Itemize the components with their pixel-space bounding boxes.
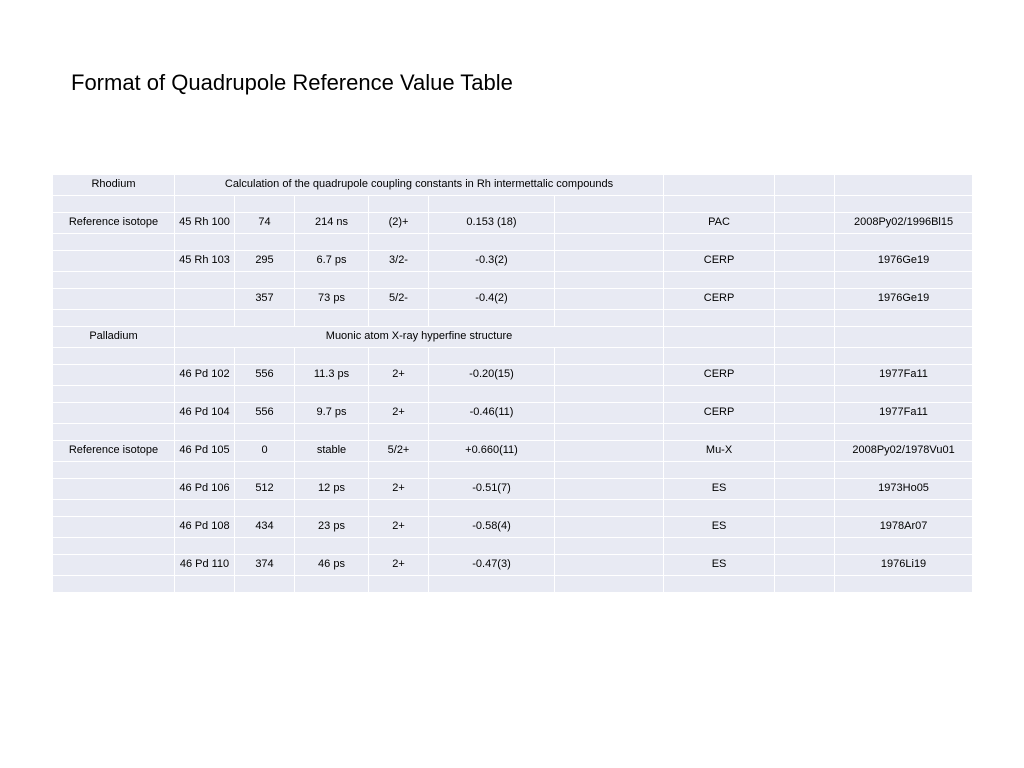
nuclide-cell: 45 Rh 100 bbox=[175, 213, 235, 234]
quadrupole-moment-cell: -0.20(15) bbox=[429, 365, 555, 386]
method-cell: ES bbox=[664, 555, 775, 576]
energy-cell: 556 bbox=[235, 365, 295, 386]
energy-cell: 357 bbox=[235, 289, 295, 310]
empty-cell bbox=[175, 272, 235, 289]
empty-cell bbox=[53, 538, 175, 555]
empty-cell bbox=[775, 538, 835, 555]
empty-cell bbox=[775, 403, 835, 424]
empty-cell bbox=[295, 272, 369, 289]
reference-label bbox=[53, 517, 175, 538]
empty-cell bbox=[235, 234, 295, 251]
quadrupole-moment-cell: -0.51(7) bbox=[429, 479, 555, 500]
isotope-row bbox=[53, 479, 973, 500]
quadrupole-moment-cell: +0.660(11) bbox=[429, 441, 555, 462]
empty-cell bbox=[555, 289, 664, 310]
empty-cell bbox=[775, 424, 835, 441]
empty-cell bbox=[235, 538, 295, 555]
empty-cell bbox=[664, 196, 775, 213]
empty-cell bbox=[429, 424, 555, 441]
empty-cell bbox=[175, 576, 235, 593]
empty-cell bbox=[295, 386, 369, 403]
empty-cell bbox=[429, 310, 555, 327]
spin-parity-cell: (2)+ bbox=[369, 213, 429, 234]
empty-cell bbox=[369, 310, 429, 327]
empty-cell bbox=[835, 386, 973, 403]
empty-cell bbox=[175, 348, 235, 365]
empty-cell bbox=[53, 386, 175, 403]
empty-cell bbox=[555, 196, 664, 213]
quadrupole-reference-table bbox=[52, 174, 973, 593]
empty-cell bbox=[775, 386, 835, 403]
empty-cell bbox=[775, 441, 835, 462]
isotope-row bbox=[53, 213, 973, 234]
empty-cell bbox=[429, 576, 555, 593]
empty-cell bbox=[53, 234, 175, 251]
empty-cell bbox=[369, 386, 429, 403]
empty-cell bbox=[664, 424, 775, 441]
empty-cell bbox=[775, 365, 835, 386]
empty-cell bbox=[555, 234, 664, 251]
empty-cell bbox=[429, 348, 555, 365]
method-cell: PAC bbox=[664, 213, 775, 234]
empty-cell bbox=[295, 424, 369, 441]
empty-cell bbox=[235, 272, 295, 289]
empty-cell bbox=[295, 348, 369, 365]
isotope-row bbox=[53, 441, 973, 462]
empty-cell bbox=[53, 196, 175, 213]
empty-cell bbox=[235, 386, 295, 403]
nuclide-cell bbox=[175, 289, 235, 310]
empty-cell bbox=[235, 424, 295, 441]
empty-cell bbox=[775, 289, 835, 310]
empty-cell bbox=[175, 234, 235, 251]
spacer-row bbox=[53, 310, 973, 327]
energy-cell: 295 bbox=[235, 251, 295, 272]
empty-cell bbox=[175, 196, 235, 213]
spacer-row bbox=[53, 462, 973, 479]
reference-label bbox=[53, 555, 175, 576]
method-cell: CERP bbox=[664, 365, 775, 386]
method-cell: CERP bbox=[664, 251, 775, 272]
empty-cell bbox=[555, 424, 664, 441]
isotope-row bbox=[53, 403, 973, 424]
empty-cell bbox=[175, 462, 235, 479]
empty-cell bbox=[775, 500, 835, 517]
empty-cell bbox=[835, 272, 973, 289]
reference-label: Reference isotope bbox=[53, 213, 175, 234]
empty-cell bbox=[53, 310, 175, 327]
spacer-row bbox=[53, 538, 973, 555]
spin-parity-cell: 2+ bbox=[369, 403, 429, 424]
empty-cell bbox=[664, 538, 775, 555]
empty-cell bbox=[555, 538, 664, 555]
spin-parity-cell: 2+ bbox=[369, 365, 429, 386]
empty-cell bbox=[429, 272, 555, 289]
reference-label bbox=[53, 403, 175, 424]
empty-cell bbox=[835, 462, 973, 479]
empty-cell bbox=[369, 538, 429, 555]
empty-cell bbox=[429, 462, 555, 479]
empty-cell bbox=[835, 234, 973, 251]
empty-cell bbox=[429, 196, 555, 213]
spacer-row bbox=[53, 272, 973, 289]
empty-cell bbox=[664, 327, 775, 348]
empty-cell bbox=[235, 196, 295, 213]
empty-cell bbox=[775, 348, 835, 365]
spacer-row bbox=[53, 234, 973, 251]
nuclide-cell: 45 Rh 103 bbox=[175, 251, 235, 272]
quadrupole-moment-cell: -0.47(3) bbox=[429, 555, 555, 576]
slide-title: Format of Quadrupole Reference Value Table bbox=[71, 70, 513, 95]
empty-cell bbox=[53, 462, 175, 479]
empty-cell bbox=[369, 424, 429, 441]
method-cell: Mu-X bbox=[664, 441, 775, 462]
halflife-cell: 73 ps bbox=[295, 289, 369, 310]
empty-cell bbox=[555, 555, 664, 576]
empty-cell bbox=[835, 538, 973, 555]
halflife-cell: 23 ps bbox=[295, 517, 369, 538]
energy-cell: 0 bbox=[235, 441, 295, 462]
spin-parity-cell: 3/2- bbox=[369, 251, 429, 272]
empty-cell bbox=[429, 234, 555, 251]
spin-parity-cell: 5/2+ bbox=[369, 441, 429, 462]
energy-cell: 74 bbox=[235, 213, 295, 234]
quadrupole-moment-cell: -0.58(4) bbox=[429, 517, 555, 538]
halflife-cell: stable bbox=[295, 441, 369, 462]
empty-cell bbox=[664, 576, 775, 593]
method-cell: CERP bbox=[664, 289, 775, 310]
empty-cell bbox=[295, 462, 369, 479]
empty-cell bbox=[175, 500, 235, 517]
empty-cell bbox=[53, 500, 175, 517]
method-cell: ES bbox=[664, 479, 775, 500]
halflife-cell: 11.3 ps bbox=[295, 365, 369, 386]
nuclide-cell: 46 Pd 102 bbox=[175, 365, 235, 386]
empty-cell bbox=[555, 479, 664, 500]
reference-cell: 1978Ar07 bbox=[835, 517, 973, 538]
empty-cell bbox=[555, 386, 664, 403]
empty-cell bbox=[369, 272, 429, 289]
empty-cell bbox=[775, 272, 835, 289]
reference-cell: 1973Ho05 bbox=[835, 479, 973, 500]
empty-cell bbox=[835, 327, 973, 348]
empty-cell bbox=[775, 555, 835, 576]
halflife-cell: 214 ns bbox=[295, 213, 369, 234]
empty-cell bbox=[555, 365, 664, 386]
empty-cell bbox=[835, 500, 973, 517]
nuclide-cell: 46 Pd 110 bbox=[175, 555, 235, 576]
empty-cell bbox=[295, 538, 369, 555]
spacer-row bbox=[53, 576, 973, 593]
empty-cell bbox=[664, 462, 775, 479]
reference-cell: 1976Ge19 bbox=[835, 251, 973, 272]
empty-cell bbox=[835, 175, 973, 196]
energy-cell: 434 bbox=[235, 517, 295, 538]
empty-cell bbox=[775, 310, 835, 327]
element-header-row bbox=[53, 175, 973, 196]
empty-cell bbox=[775, 251, 835, 272]
empty-cell bbox=[429, 538, 555, 555]
empty-cell bbox=[369, 462, 429, 479]
isotope-row bbox=[53, 289, 973, 310]
empty-cell bbox=[175, 538, 235, 555]
empty-cell bbox=[53, 424, 175, 441]
empty-cell bbox=[295, 234, 369, 251]
element-description: Muonic atom X-ray hyperfine structure bbox=[175, 327, 664, 348]
empty-cell bbox=[369, 196, 429, 213]
nuclide-cell: 46 Pd 105 bbox=[175, 441, 235, 462]
empty-cell bbox=[295, 576, 369, 593]
empty-cell bbox=[555, 272, 664, 289]
element-name: Palladium bbox=[53, 327, 175, 348]
empty-cell bbox=[664, 310, 775, 327]
empty-cell bbox=[235, 462, 295, 479]
empty-cell bbox=[664, 175, 775, 196]
nuclide-cell: 46 Pd 104 bbox=[175, 403, 235, 424]
reference-label bbox=[53, 251, 175, 272]
empty-cell bbox=[835, 310, 973, 327]
empty-cell bbox=[555, 462, 664, 479]
halflife-cell: 12 ps bbox=[295, 479, 369, 500]
empty-cell bbox=[555, 403, 664, 424]
empty-cell bbox=[555, 576, 664, 593]
empty-cell bbox=[235, 348, 295, 365]
empty-cell bbox=[235, 576, 295, 593]
reference-label bbox=[53, 289, 175, 310]
reference-label: Reference isotope bbox=[53, 441, 175, 462]
isotope-row bbox=[53, 555, 973, 576]
halflife-cell: 9.7 ps bbox=[295, 403, 369, 424]
table-body bbox=[53, 175, 973, 593]
empty-cell bbox=[555, 517, 664, 538]
isotope-row bbox=[53, 517, 973, 538]
empty-cell bbox=[835, 576, 973, 593]
empty-cell bbox=[175, 424, 235, 441]
empty-cell bbox=[664, 500, 775, 517]
empty-cell bbox=[775, 479, 835, 500]
spin-parity-cell: 2+ bbox=[369, 555, 429, 576]
empty-cell bbox=[555, 348, 664, 365]
reference-cell: 1977Fa11 bbox=[835, 365, 973, 386]
empty-cell bbox=[664, 234, 775, 251]
quadrupole-moment-cell: -0.46(11) bbox=[429, 403, 555, 424]
reference-label bbox=[53, 365, 175, 386]
spacer-row bbox=[53, 500, 973, 517]
spin-parity-cell: 5/2- bbox=[369, 289, 429, 310]
empty-cell bbox=[235, 310, 295, 327]
empty-cell bbox=[664, 348, 775, 365]
reference-cell: 2008Py02/1996Bl15 bbox=[835, 213, 973, 234]
quadrupole-moment-cell: -0.3(2) bbox=[429, 251, 555, 272]
empty-cell bbox=[775, 576, 835, 593]
empty-cell bbox=[295, 500, 369, 517]
empty-cell bbox=[555, 213, 664, 234]
empty-cell bbox=[835, 196, 973, 213]
element-name: Rhodium bbox=[53, 175, 175, 196]
reference-cell: 1976Li19 bbox=[835, 555, 973, 576]
empty-cell bbox=[775, 175, 835, 196]
energy-cell: 556 bbox=[235, 403, 295, 424]
empty-cell bbox=[664, 272, 775, 289]
halflife-cell: 46 ps bbox=[295, 555, 369, 576]
spacer-row bbox=[53, 424, 973, 441]
empty-cell bbox=[775, 517, 835, 538]
reference-cell: 1976Ge19 bbox=[835, 289, 973, 310]
isotope-row bbox=[53, 251, 973, 272]
nuclide-cell: 46 Pd 108 bbox=[175, 517, 235, 538]
empty-cell bbox=[295, 196, 369, 213]
empty-cell bbox=[53, 348, 175, 365]
empty-cell bbox=[53, 576, 175, 593]
method-cell: CERP bbox=[664, 403, 775, 424]
empty-cell bbox=[775, 462, 835, 479]
empty-cell bbox=[369, 500, 429, 517]
element-description: Calculation of the quadrupole coupling constants in Rh intermettalic compounds bbox=[175, 175, 664, 196]
empty-cell bbox=[369, 348, 429, 365]
spacer-row bbox=[53, 348, 973, 365]
empty-cell bbox=[835, 348, 973, 365]
empty-cell bbox=[429, 386, 555, 403]
empty-cell bbox=[775, 213, 835, 234]
empty-cell bbox=[555, 500, 664, 517]
halflife-cell: 6.7 ps bbox=[295, 251, 369, 272]
empty-cell bbox=[835, 424, 973, 441]
empty-cell bbox=[555, 441, 664, 462]
isotope-row bbox=[53, 365, 973, 386]
spacer-row bbox=[53, 196, 973, 213]
empty-cell bbox=[429, 500, 555, 517]
reference-cell: 1977Fa11 bbox=[835, 403, 973, 424]
empty-cell bbox=[369, 234, 429, 251]
energy-cell: 374 bbox=[235, 555, 295, 576]
empty-cell bbox=[555, 251, 664, 272]
nuclide-cell: 46 Pd 106 bbox=[175, 479, 235, 500]
spin-parity-cell: 2+ bbox=[369, 479, 429, 500]
empty-cell bbox=[775, 196, 835, 213]
empty-cell bbox=[295, 310, 369, 327]
energy-cell: 512 bbox=[235, 479, 295, 500]
spin-parity-cell: 2+ bbox=[369, 517, 429, 538]
empty-cell bbox=[369, 576, 429, 593]
empty-cell bbox=[53, 272, 175, 289]
empty-cell bbox=[235, 500, 295, 517]
empty-cell bbox=[175, 310, 235, 327]
quadrupole-moment-cell: -0.4(2) bbox=[429, 289, 555, 310]
quadrupole-moment-cell: 0.153 (18) bbox=[429, 213, 555, 234]
reference-cell: 2008Py02/1978Vu01 bbox=[835, 441, 973, 462]
empty-cell bbox=[775, 327, 835, 348]
method-cell: ES bbox=[664, 517, 775, 538]
empty-cell bbox=[175, 386, 235, 403]
empty-cell bbox=[775, 234, 835, 251]
empty-cell bbox=[555, 310, 664, 327]
reference-label bbox=[53, 479, 175, 500]
spacer-row bbox=[53, 386, 973, 403]
empty-cell bbox=[664, 386, 775, 403]
element-header-row bbox=[53, 327, 973, 348]
